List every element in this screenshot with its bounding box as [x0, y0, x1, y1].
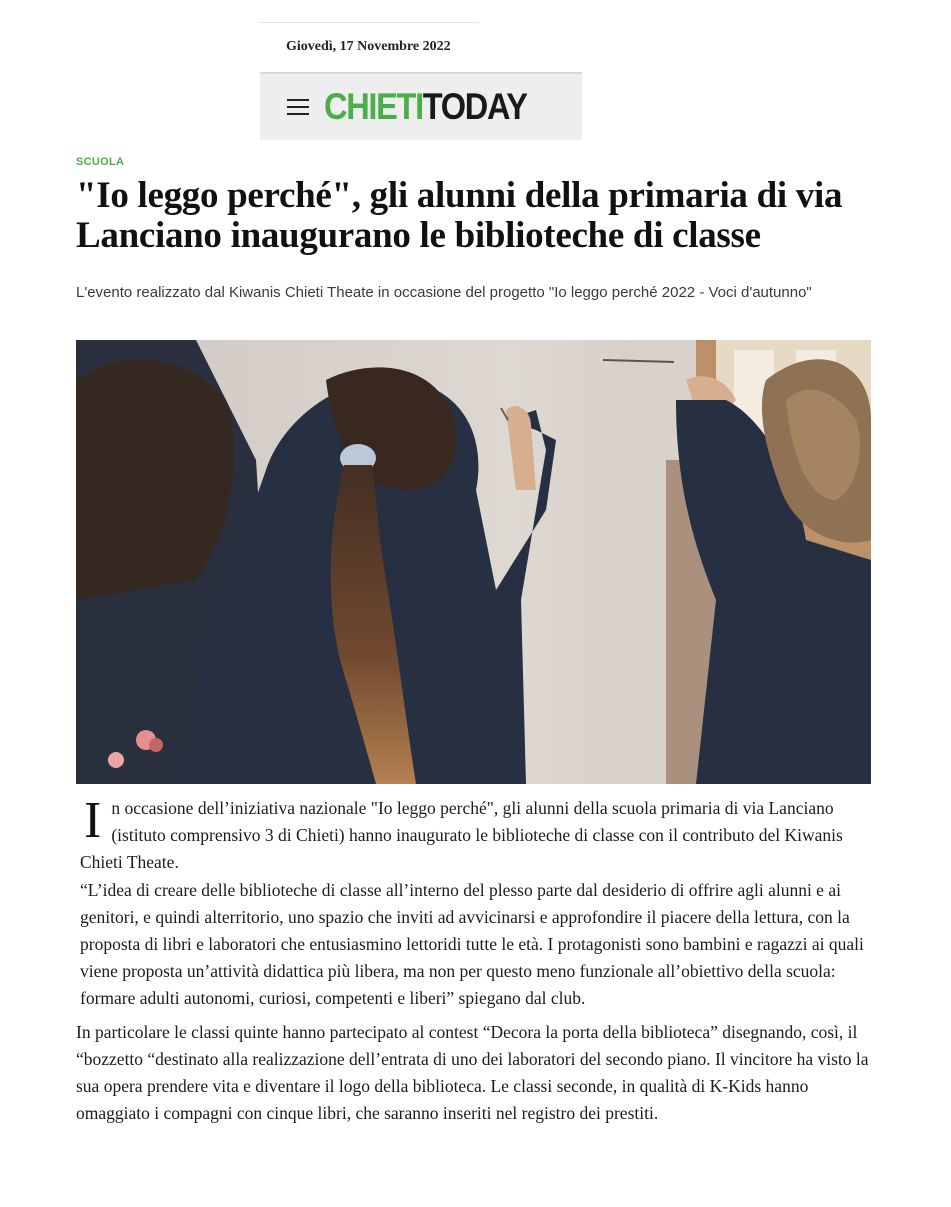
- paragraph-1-text: n occasione dell’iniziativa nazionale "Io leggo perché", gli alunni della scuola primaria di via Lanciano (istituto comprensivo 3 di Chieti) hanno inaugurato le biblioteche di classe con il contributo del Kiwanis Chieti Theate.: [80, 798, 843, 873]
- current-date: Giovedì, 17 Novembre 2022: [286, 39, 451, 54]
- paragraph-3: In particolare le classi quinte hanno partecipato al contest “Decora la porta della biblioteca” disegnando, così, il “bozzetto “destinato alla realizzazione dell’entrata di uno dei laboratori del secondo piano. Il vincitore ha visto la sua opera prendere vita e diventare il logo della biblioteca. Le classi seconde, in qualità di K-Kids hanno omaggiato i compagni con cinque libri, che saranno inseriti nel registro dei prestiti.: [76, 1021, 869, 1124]
- site-header: [260, 72, 582, 140]
- article-photo: [76, 340, 871, 784]
- paragraph-1: [76, 792, 874, 877]
- article-body: [76, 792, 874, 1127]
- category-label[interactable]: SCUOLA: [76, 156, 125, 168]
- article-subtitle: L'evento realizzato dal Kiwanis Chieti Theate in occasione del progetto "Io leggo perché 2022 - Voci d'autunno": [76, 284, 812, 301]
- paragraph-2: “L’idea di creare delle biblioteche di classe all’interno del plesso parte dal desiderio di offrire agli alunni e ai genitori, e quindi alterritorio, uno spazio che inviti ad avvicinarsi e approfondire il piacere della lettura, con la proposta di libri e laboratori che entusiasmino lettoridi tutte le età. I protagonisti sono bambini e ragazzi ai quali viene proposta un’attività didattica più libera, ma non per questo meno funzionale all’obiettivo della scuola: formare adulti autonomi, curiosi, competenti e liberi” spiegano dal club.: [80, 879, 864, 1009]
- date-bar: [260, 22, 478, 71]
- children-drawing-illustration: [76, 340, 871, 784]
- drop-cap: I: [84, 792, 102, 849]
- logo-chieti: CHIETI: [324, 86, 423, 127]
- logo-today: TODAY: [422, 86, 527, 127]
- hamburger-menu-icon[interactable]: [287, 99, 309, 115]
- article-title: "Io leggo perché", gli alunni della primaria di via Lanciano inaugurano le biblioteche di classe: [76, 175, 843, 256]
- site-logo[interactable]: [324, 84, 527, 130]
